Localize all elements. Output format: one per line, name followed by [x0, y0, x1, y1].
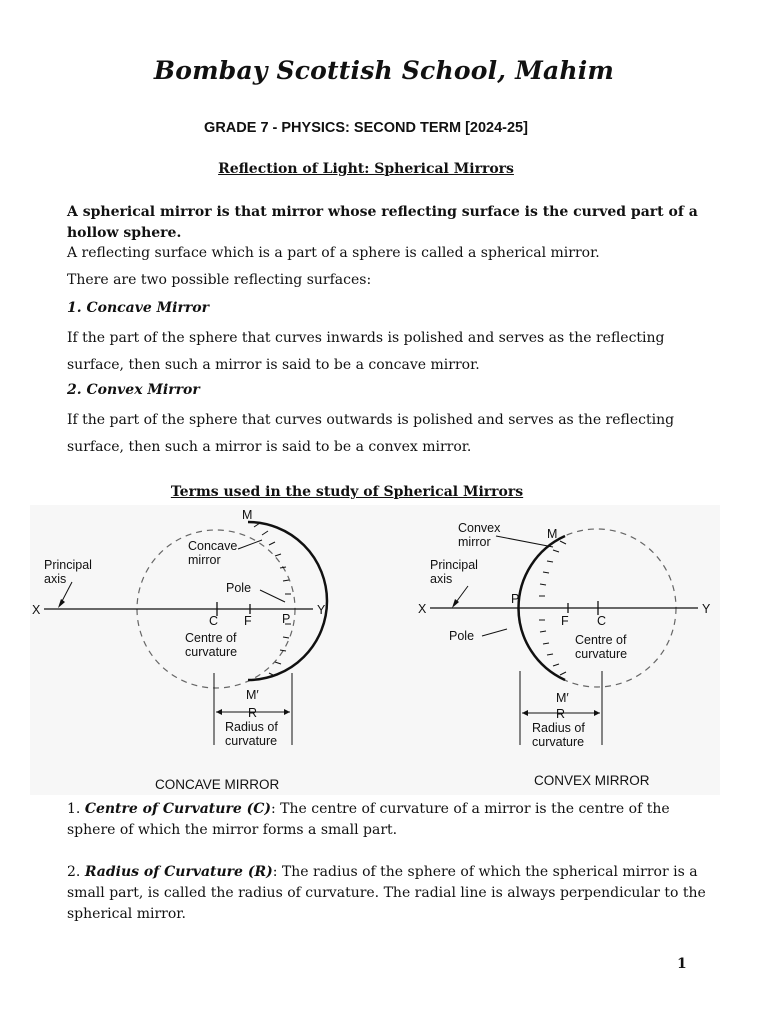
convex-heading: 2. Convex Mirror [67, 382, 200, 398]
convex-radius-label-1: Radius of [532, 721, 585, 735]
concave-label-M: M [242, 508, 253, 522]
convex-label-P: P [511, 592, 520, 606]
convex-label-1: Convex [458, 521, 501, 535]
term1-text: : The centre of curvature of a mirror is the centre of the sphere of which the mirror forms a small part. [67, 801, 670, 838]
concave-text: If the part of the sphere that curves inwards is polished and serves as the reflecting surface, then such a mirror is said to be a concave mirror. [67, 330, 665, 373]
convex-label-M: M [547, 527, 558, 541]
definition-text: A spherical mirror is that mirror whose reflecting surface is the curved part of a hollow sphere. [67, 204, 698, 241]
convex-centre-label-1: Centre of [575, 633, 627, 647]
concave-caption: CONCAVE MIRROR [155, 777, 280, 792]
convex-label-Mprime: M′ [556, 691, 569, 705]
concave-label-P: P [282, 612, 291, 626]
term-centre-of-curvature [67, 799, 707, 841]
term2-number: 2. [67, 864, 85, 880]
concave-label-R: R [248, 706, 258, 720]
concave-label-X: X [32, 603, 41, 617]
concave-centre-label-1: Centre of [185, 631, 237, 645]
term-radius-of-curvature [67, 862, 707, 925]
concave-radius-label-2: curvature [225, 734, 278, 748]
concave-label-2: mirror [188, 553, 221, 567]
convex-label-C: C [597, 614, 607, 628]
convex-principal-label-2: axis [430, 572, 453, 586]
concave-radius-label-1: Radius of [225, 720, 278, 734]
convex-label-X: X [418, 602, 427, 616]
concave-label-Y: Y [317, 603, 326, 617]
school-name: Bombay Scottish School, Mahim [153, 56, 615, 85]
convex-label-pole: Pole [449, 629, 475, 643]
terms-heading: Terms used in the study of Spherical Mirrors [170, 484, 524, 500]
convex-label-Y: Y [702, 602, 711, 616]
principal-axis-label-1: Principal [44, 558, 92, 572]
concave-label-1: Concave [188, 539, 238, 553]
spherical-mirrors-diagram [30, 505, 720, 795]
term1-number: 1. [67, 801, 85, 817]
convex-text: If the part of the sphere that curves outwards is polished and serves as the reflecting surface, then such a mirror is said to be a convex mirror. [67, 412, 675, 455]
concave-label-C: C [209, 614, 219, 628]
concave-centre-label-2: curvature [185, 645, 238, 659]
intro-line-1: A reflecting surface which is a part of a sphere is called a spherical mirror. [67, 245, 600, 261]
term2-text: : The radius of the sphere of which the spherical mirror is a small part, is called the radius of curvature. The radial line is always perpendicular to the spherical mirror. [67, 864, 706, 922]
convex-caption: CONVEX MIRROR [534, 773, 650, 788]
convex-label-2: mirror [458, 535, 491, 549]
topic-heading: Reflection of Light: Spherical Mirrors [218, 161, 514, 177]
concave-heading: 1. Concave Mirror [67, 300, 209, 316]
convex-label-F: F [561, 614, 569, 628]
page-number: 1 [677, 956, 687, 972]
convex-centre-label-2: curvature [575, 647, 628, 661]
convex-label-R: R [556, 707, 566, 721]
term1-term: Centre of Curvature (C) [84, 801, 271, 817]
concave-label-pole: Pole [226, 581, 252, 595]
convex-principal-label-1: Principal [430, 558, 478, 572]
principal-axis-label-2: axis [44, 572, 67, 586]
intro-line-2: There are two possible reflecting surfaces: [67, 272, 372, 288]
concave-label-F: F [244, 614, 252, 628]
convex-radius-label-2: curvature [532, 735, 585, 749]
grade-heading: GRADE 7 - PHYSICS: SECOND TERM [2024-25] [204, 120, 528, 136]
concave-label-Mprime: M′ [246, 688, 259, 702]
term2-term: Radius of Curvature (R) [84, 864, 273, 880]
